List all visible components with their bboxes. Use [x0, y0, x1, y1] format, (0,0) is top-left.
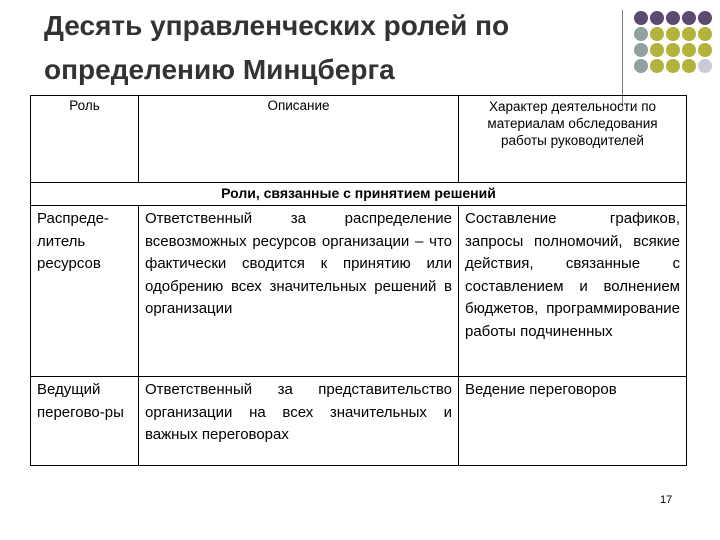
- decorative-dot: [666, 27, 680, 41]
- decorative-dot: [682, 11, 696, 25]
- table-row: [31, 377, 687, 466]
- page-number: 17: [660, 494, 673, 506]
- decorative-dot: [650, 11, 664, 25]
- decorative-dot: [650, 27, 664, 41]
- table-row: [31, 206, 687, 377]
- decorative-dot: [698, 43, 712, 57]
- decorative-dot: [698, 27, 712, 41]
- decorative-dot: [698, 59, 712, 73]
- description-cell: Ответственный за представительство организации на всех значительных и важных переговорах: [139, 377, 459, 466]
- header-role: Роль: [31, 96, 139, 183]
- roles-table: [30, 95, 687, 466]
- decorative-vertical-line: [622, 10, 623, 108]
- slide-title: [44, 4, 604, 92]
- header-activity: Характер деятельности по материалам обследования работы руководителей: [459, 96, 687, 183]
- decorative-dot: [650, 43, 664, 57]
- decorative-dot: [666, 59, 680, 73]
- decorative-dot: [634, 59, 648, 73]
- decorative-dot: [682, 43, 696, 57]
- decorative-dot: [634, 43, 648, 57]
- decorative-dot: [666, 11, 680, 25]
- decorative-dot: [682, 27, 696, 41]
- decorative-dot: [650, 59, 664, 73]
- role-cell: Распреде-литель ресурсов: [31, 206, 139, 377]
- decorative-dot: [698, 11, 712, 25]
- slide-title-line-2: определению Минцберга: [44, 54, 395, 85]
- table-header-row: [31, 96, 687, 183]
- slide-title-line-1: Десять управленческих ролей по: [44, 10, 510, 41]
- activity-cell: Ведение переговоров: [459, 377, 687, 466]
- decorative-dot: [634, 27, 648, 41]
- decorative-dot: [666, 43, 680, 57]
- decorative-dot: [682, 59, 696, 73]
- header-description: Описание: [139, 96, 459, 183]
- role-cell: Ведущий перегово-ры: [31, 377, 139, 466]
- description-cell: Ответственный за распределение всевозможных ресурсов организации – что фактически сводится к принятию или одобрению всех значительных решений в организации: [139, 206, 459, 377]
- decorative-dot: [634, 11, 648, 25]
- section-title: Роли, связанные с принятием решений: [31, 183, 687, 206]
- activity-cell: Составление графиков, запросы полномочий, всякие действия, связанные с составлением и волнением бюджетов, программирование работы подчиненных: [459, 206, 687, 377]
- table-section-row: [31, 183, 687, 206]
